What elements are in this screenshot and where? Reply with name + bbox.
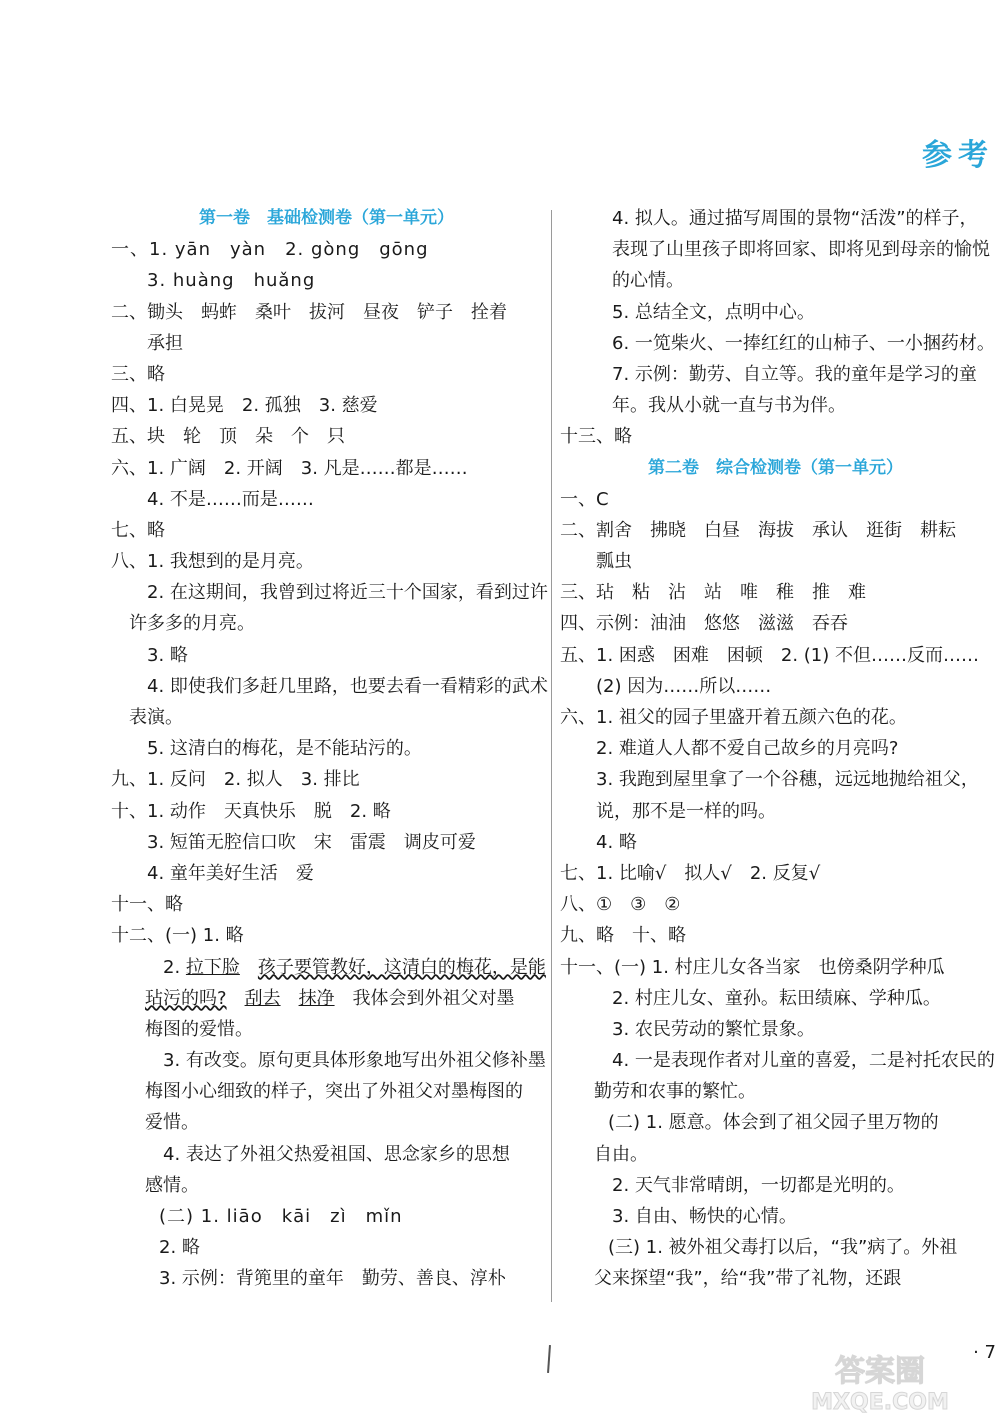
answer-line: 2. 难道人人都不爱自己故乡的月亮吗?	[596, 738, 899, 760]
answer-line: 3. 自由、畅快的心情。	[612, 1206, 797, 1227]
answer-line: 四、示例：油油 悠悠 滋滋 吞吞	[560, 613, 848, 635]
answer-line: 的心情。	[612, 270, 684, 292]
wavy-underlined-text: 玷污的吗?	[145, 987, 227, 1009]
answer-line: 十二、(一) 1. 略	[111, 925, 244, 947]
answer-line: 6. 一笕柴火、一捧红红的山柿子、一小捆药材。	[612, 332, 995, 354]
answer-line: 5. 总结全文，点明中心。	[612, 301, 815, 323]
page-title: 参考	[922, 138, 994, 173]
answer-line: 瓢虫	[596, 551, 632, 573]
answer-line: 7. 示例：勤劳、自立等。我的童年是学习的童	[612, 363, 977, 385]
watermark-logo	[780, 1347, 980, 1415]
answer-line: (三) 1. 被外祖父毒打以后，“我”病了。外祖	[608, 1237, 958, 1259]
answer-text: 2.	[163, 956, 186, 978]
answer-line: 4. 表达了外祖父热爱祖国、思念家乡的思想	[163, 1143, 510, 1165]
answer-line: 4. 略	[596, 831, 637, 853]
answer-line: 爱惜。	[145, 1112, 199, 1134]
answer-text	[240, 957, 258, 978]
answer-line: 2. 天气非常晴朗，一切都是光明的。	[612, 1174, 905, 1196]
answer-line: 八、1. 我想到的是月亮。	[111, 551, 314, 573]
answer-line: (2) 因为……所以……	[596, 675, 772, 697]
answer-line: (二) 1. liāo kāi zì mǐn	[159, 1206, 403, 1227]
left-column	[111, 203, 548, 1295]
answer-line: 梅图小心细致的样子，突出了外祖父对墨梅图的	[145, 1081, 523, 1103]
answer-line: 2. 在这期间，我曾到过将近三十个国家，看到过许	[147, 582, 548, 604]
answer-line	[111, 983, 543, 1014]
answer-line: 5. 这清白的梅花，是不能玷污的。	[147, 738, 422, 760]
section-title: 第一卷 基础检测卷（第一单元）	[199, 208, 454, 228]
answer-line: 4. 童年美好生活 爱	[147, 862, 314, 884]
answer-line: 2. 略	[159, 1237, 200, 1259]
answer-line: 父来探望“我”，给“我”带了礼物，还跟	[594, 1268, 902, 1290]
answer-line: 三、略	[111, 363, 165, 385]
answer-line: 自由。	[594, 1143, 648, 1165]
answer-line: 九、1. 反问 2. 拟人 3. 排比	[111, 769, 360, 791]
answer-line: 表现了山里孩子即将回家、即将见到母亲的愉悦	[612, 239, 990, 261]
answer-line: 3. 农民劳动的繁忙景象。	[612, 1018, 815, 1040]
answer-line: 3. huàng huǎng	[147, 270, 316, 292]
answer-line: 十一、略	[111, 894, 183, 916]
answer-line: 三、玷 粘 沾 站 唯 稚 推 难	[560, 582, 866, 604]
answer-line: 4. 拟人。通过描写周围的景物“活泼”的样子，	[612, 208, 978, 229]
answer-line: 许多多的月亮。	[129, 613, 255, 635]
answer-line: 3. 略	[147, 644, 188, 666]
answer-line: 二、割舍 拂晓 白昼 海拔 承认 逛街 耕耘	[560, 519, 956, 541]
answer-line: 承担	[147, 332, 183, 354]
answer-line: 二、锄头 蚂蚱 桑叶 拔河 昼夜 铲子 拴着	[111, 301, 507, 323]
pen-mark	[547, 1345, 551, 1373]
answer-text	[281, 988, 299, 1009]
right-column	[560, 203, 995, 1295]
underlined-text: 刮去	[244, 987, 281, 1009]
column-divider	[551, 210, 552, 1302]
answer-line: 五、块 轮 顶 朵 个 只	[111, 426, 345, 448]
answer-line: 表演。	[129, 707, 183, 728]
answer-line: 4. 一是表现作者对儿童的喜爱，二是衬托农民的	[612, 1050, 995, 1072]
answer-line: 七、略	[111, 519, 165, 541]
answer-line: 十一、(一) 1. 村庄儿女各当家 也傍桑阴学种瓜	[560, 956, 945, 978]
underlined-text: 拉下脸	[185, 956, 240, 978]
answer-line: 六、1. 广阔 2. 开阔 3. 凡是……都是……	[111, 457, 468, 479]
answer-text: 我体会到外祖父对墨	[334, 987, 515, 1009]
answer-text	[227, 988, 245, 1009]
answer-line: 十、1. 动作 天真快乐 脱 2. 略	[111, 800, 391, 822]
answer-line: 七、1. 比喻√ 拟人√ 2. 反复√	[560, 862, 821, 884]
answer-line: 感情。	[145, 1174, 199, 1196]
answer-line: 3. 示例：背篼里的童年 勤劳、善良、淳朴	[159, 1268, 506, 1290]
answer-line: 六、1. 祖父的园子里盛开着五颜六色的花。	[560, 707, 907, 728]
watermark-text: 答案圈	[835, 1354, 925, 1389]
answer-line: 一、C	[560, 488, 609, 510]
answer-line: 4. 不是……而是……	[147, 488, 314, 510]
answer-line: 2. 村庄儿女、童孙。耘田绩麻、学种瓜。	[612, 987, 941, 1009]
wavy-underlined-text: 孩子要管教好，这清白的梅花，是能	[257, 956, 546, 978]
page-number: · 7	[973, 1342, 996, 1363]
answer-line: 五、1. 困惑 困难 困顿 2. (1) 不但……反而……	[560, 644, 980, 666]
answer-line: (二) 1. 愿意。体会到了祖父园子里万物的	[608, 1112, 939, 1134]
answer-line: 3. 我跑到屋里拿了一个谷穗，远远地抛给祖父，	[596, 769, 979, 791]
answer-line: 3. 短笛无腔信口吹 宋 雷震 调皮可爱	[147, 831, 476, 853]
underlined-text: 抹净	[298, 987, 335, 1009]
answer-line: 八、① ③ ②	[560, 894, 681, 916]
answer-line: 勤劳和农事的繁忙。	[594, 1081, 756, 1103]
answer-line: 梅图的爱惜。	[145, 1018, 253, 1040]
section-title: 第二卷 综合检测卷（第一单元）	[648, 457, 903, 478]
watermark-url: MXQE.COM	[811, 1390, 949, 1415]
answer-line	[111, 952, 546, 983]
answer-line: 四、1. 白晃晃 2. 孤独 3. 慈爱	[111, 395, 378, 417]
answer-line: 3. 有改变。原句更具体形象地写出外祖父修补墨	[163, 1050, 546, 1072]
answer-line: 一、1. yān yàn 2. gòng gōng	[111, 239, 429, 261]
answer-line: 九、略 十、略	[560, 925, 686, 947]
answer-line: 年。我从小就一直与书为伴。	[612, 395, 846, 417]
answer-line: 十三、略	[560, 426, 632, 448]
answer-line: 说，那不是一样的吗。	[596, 800, 776, 822]
answer-line: 4. 即使我们多赶几里路，也要去看一看精彩的武术	[147, 675, 548, 697]
